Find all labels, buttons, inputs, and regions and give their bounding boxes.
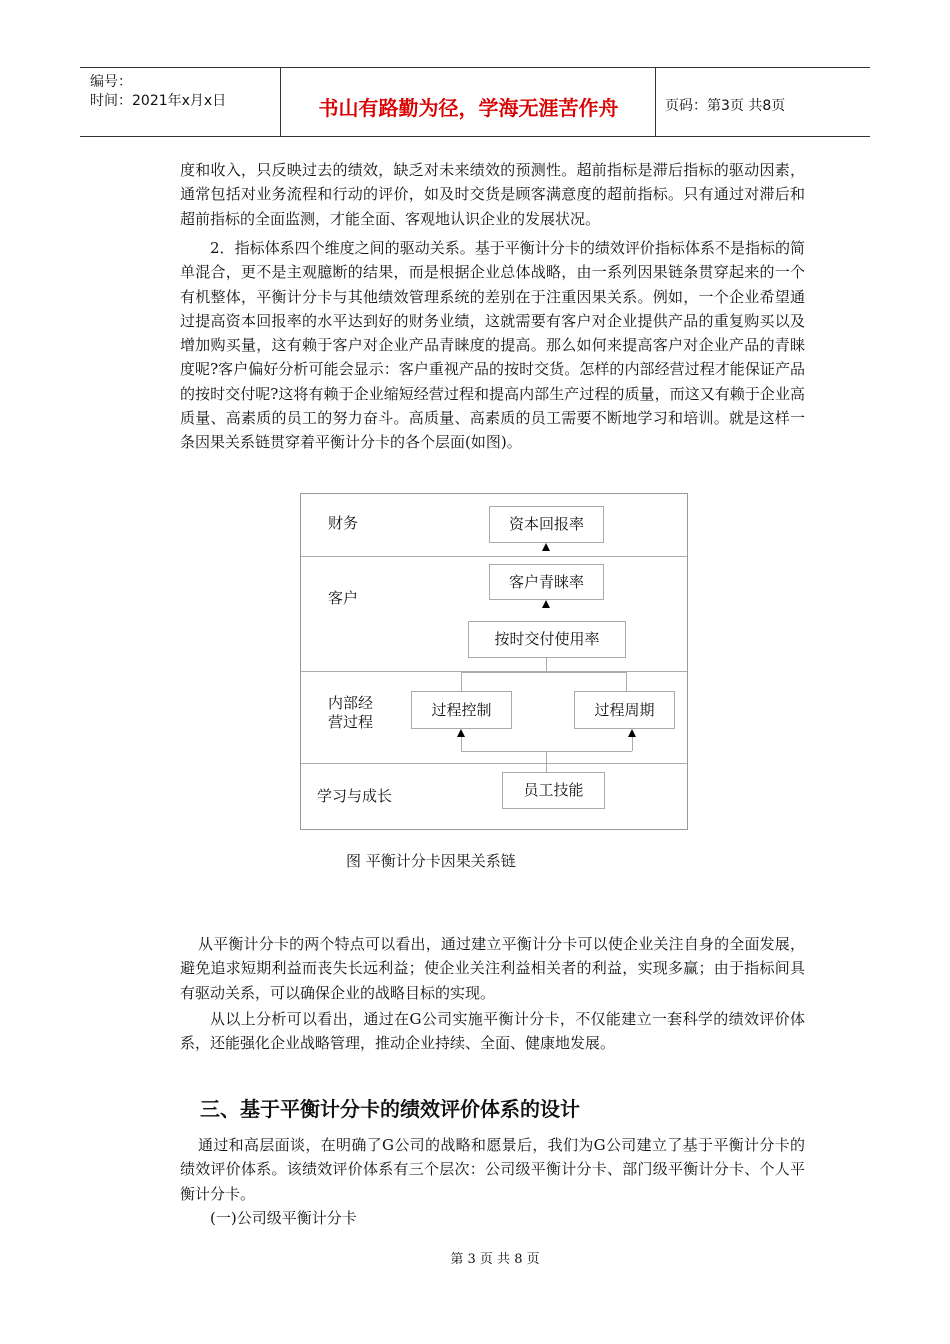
connector-line — [461, 737, 462, 751]
paragraph-5: 通过和高层面谈，在明确了G公司的战略和愿景后，我们为G公司建立了基于平衡计分卡的绩效评价体系。该绩效评价体系有三个层次：公司级平衡计分卡、部门级平衡计分卡、个人平衡计分卡。 — [180, 1136, 805, 1203]
layer-label-internal-process — [328, 694, 373, 732]
arrow-up-icon — [542, 543, 550, 551]
header-date: 时间：2021年x月x日 — [90, 93, 227, 109]
connector-line — [546, 658, 547, 672]
paragraph-1: 度和收入，只反映过去的绩效，缺乏对未来绩效的预测性。超前指标是滞后指标的驱动因素，通常包括对业务流程和行动的评价，如及时交货是顾客满意度的超前指标。只有通过对滞后和超前指标的全面监测，才能全面、客观地认识企业的发展状况。 — [180, 161, 805, 228]
connector-line — [546, 751, 547, 772]
header-motto: 书山有路勤为径，学海无涯苦作舟 — [318, 96, 619, 120]
page-header — [80, 67, 870, 137]
layer-label-learning: 学习与成长 — [317, 787, 393, 805]
layer-divider — [301, 763, 687, 764]
section-heading: 三、基于平衡计分卡的绩效评价体系的设计 — [200, 1097, 580, 1121]
box-roi: 资本回报率 — [489, 506, 604, 543]
page-footer: 第 3 页 共 8 页 — [450, 1252, 540, 1267]
layer-label-internal-line2: 营过程 — [328, 713, 374, 731]
box-ontime-delivery: 按时交付使用率 — [468, 621, 626, 658]
arrow-up-icon — [542, 600, 550, 608]
header-number: 编号： — [90, 74, 132, 90]
figure-caption: 图 平衡计分卡因果关系链 — [346, 852, 516, 870]
arrow-up-icon — [457, 729, 465, 737]
header-motto-cell — [282, 68, 656, 136]
connector-line — [461, 672, 626, 673]
paragraph-4: 从以上分析可以看出，通过在G公司实施平衡计分卡，不仅能建立一套科学的绩效评价体系，还能强化企业战略管理，推动企业持续、全面、健康地发展。 — [180, 1010, 805, 1053]
arrow-up-icon — [628, 729, 636, 737]
box-employee-skills: 员工技能 — [502, 772, 605, 809]
causal-chain-figure — [300, 493, 688, 830]
layer-label-finance: 财务 — [328, 514, 359, 532]
box-process-cycle: 过程周期 — [574, 691, 675, 729]
layer-divider — [301, 556, 687, 557]
header-meta — [80, 68, 281, 136]
paragraph-3: 从平衡计分卡的两个特点可以看出，通过建立平衡计分卡可以使企业关注自身的全面发展，避免追求短期利益而丧失长远利益；使企业关注利益相关者的利益，实现多赢；由于指标间具有驱动关系，可以确保企业的战略目标的实现。 — [180, 935, 805, 1002]
box-process-control: 过程控制 — [411, 691, 512, 729]
connector-line — [461, 672, 462, 691]
connector-line — [626, 672, 627, 691]
paragraph-2: 2．指标体系四个维度之间的驱动关系。基于平衡计分卡的绩效评价指标体系不是指标的简单混合，更不是主观臆断的结果，而是根据企业总体战略，由一系列因果链条贯穿起来的一个有机整体，平衡计分卡与其他绩效管理系统的差别在于注重因果关系。例如，一个企业希望通过提高资本回报率的水平达到好的财务业绩，这就需要有客户对企业提供产品的重复购买以及增加购买量，这有赖于客户对企业产品青睐度的提高。那么如何来提高客户对企业产品的青睐度呢?客户偏好分析可能会显示：客户重视产品的按时交货。怎样的内部经营过程才能保证产品的按时交付呢?这将有赖于企业缩短经营过程和提高内部生产过程的质量，而这又有赖于企业高质量、高素质的员工的努力奋斗。高质量、高素质的员工需要不断地学习和培训。就是这样一条因果关系链贯穿着平衡计分卡的各个层面(如图)。 — [180, 239, 805, 452]
connector-line — [632, 737, 633, 751]
header-page: 页码：第3页 共8页 — [665, 98, 786, 114]
layer-label-internal-line1: 内部经 — [328, 694, 374, 712]
box-customer-preference: 客户青睐率 — [489, 564, 604, 600]
paragraph-6: (一)公司级平衡计分卡 — [210, 1209, 357, 1227]
layer-label-customer: 客户 — [328, 589, 359, 607]
